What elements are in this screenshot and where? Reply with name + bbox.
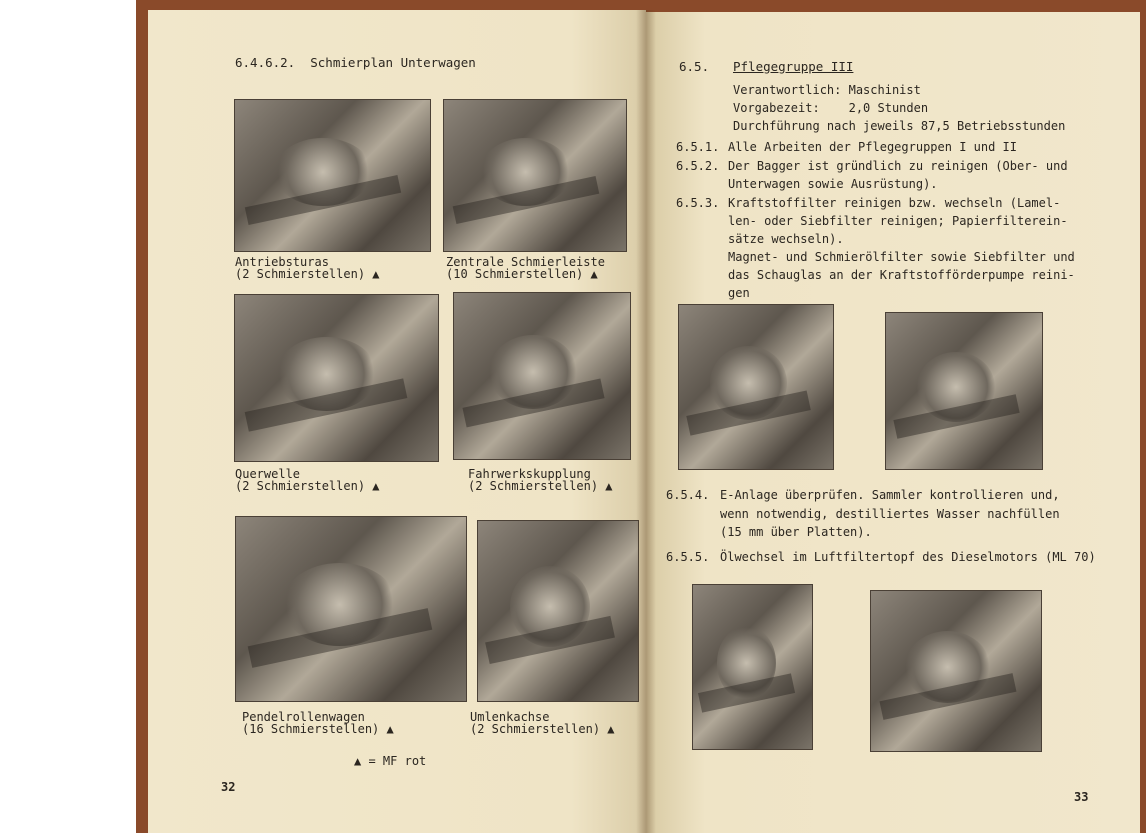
item-text: E-Anlage überprüfen. Sammler kontrollieren und, <box>720 488 1060 502</box>
photo-luftfilter-2 <box>870 590 1042 752</box>
triangle-icon: ▲ <box>354 754 362 768</box>
section-title: Pflegegruppe III <box>733 59 854 74</box>
caption-3-detail: (2 Schmierstellen) ▲ <box>235 479 380 493</box>
item-text: das Schauglas an der Kraftstofförderpumpe reini- <box>728 268 1075 282</box>
caption-5-title: Pendelrollenwagen <box>242 710 365 724</box>
photo-querwelle <box>234 294 439 462</box>
item-text: Unterwagen sowie Ausrüstung). <box>728 177 938 191</box>
triangle-icon: ▲ <box>386 722 394 736</box>
item-text: Magnet- und Schmierölfilter sowie Siebfilter und <box>728 250 1075 264</box>
photo-kraftstoffilter-2 <box>885 312 1043 470</box>
caption-1-detail: (2 Schmierstellen) ▲ <box>235 267 380 281</box>
photo-fahrwerkskupplung <box>453 292 631 460</box>
time-line: Vorgabezeit: 2,0 Stunden <box>733 101 929 115</box>
caption-3-title: Querwelle <box>235 467 301 481</box>
photo-zentrale-schmierleiste <box>443 99 627 252</box>
caption-4-detail: (2 Schmierstellen) ▲ <box>468 479 613 493</box>
legend: ▲ = MF rot <box>354 754 427 768</box>
left-page <box>148 10 646 833</box>
triangle-icon: ▲ <box>605 479 613 493</box>
page-heading: 6.4.6.2. Schmierplan Unterwagen <box>235 55 476 70</box>
item-text: sätze wechseln). <box>728 232 844 246</box>
caption-2-detail: (10 Schmierstellen) ▲ <box>446 267 598 281</box>
photo-pendelrollenwagen <box>235 516 467 702</box>
caption-6-title: Umlenkachse <box>470 710 550 724</box>
book-gutter <box>636 10 656 833</box>
caption-4-title: Fahrwerkskupplung <box>468 467 591 481</box>
caption-1-title: Antriebsturas <box>235 255 329 269</box>
item-text: Alle Arbeiten der Pflegegruppen I und II <box>728 140 1017 154</box>
item-text: wenn notwendig, destilliertes Wasser nachfüllen <box>720 507 1060 521</box>
item-text: gen <box>728 286 750 300</box>
triangle-icon: ▲ <box>372 267 380 281</box>
item-text: Der Bagger ist gründlich zu reinigen (Ober- und <box>728 159 1068 173</box>
item-text: (15 mm über Platten). <box>720 525 872 539</box>
item-number: 6.5.5. <box>666 550 710 564</box>
item-text: Kraftstoffilter reinigen bzw. wechseln (Lamel- <box>728 196 1061 210</box>
item-number: 6.5.3. <box>676 196 720 210</box>
page-number-left: 32 <box>221 780 236 794</box>
right-page <box>646 12 1140 833</box>
item-number: 6.5.2. <box>676 159 720 173</box>
triangle-icon: ▲ <box>372 479 380 493</box>
interval-line: Durchführung nach jeweils 87,5 Betriebsstunden <box>733 119 1066 133</box>
section-number: 6.5. <box>679 59 710 74</box>
item-text: len- oder Siebfilter reinigen; Papierfilterein- <box>728 214 1068 228</box>
responsible-line: Verantwortlich: Maschinist <box>733 83 921 97</box>
photo-kraftstoffilter-1 <box>678 304 834 470</box>
item-text: Ölwechsel im Luftfiltertopf des Dieselmotors (ML 70) <box>720 550 1096 564</box>
item-number: 6.5.1. <box>676 140 720 154</box>
caption-6-detail: (2 Schmierstellen) ▲ <box>470 722 615 736</box>
photo-umlenkachse <box>477 520 639 702</box>
triangle-icon: ▲ <box>607 722 615 736</box>
page-number-right: 33 <box>1074 790 1089 804</box>
item-number: 6.5.4. <box>666 488 710 502</box>
photo-luftfilter-1 <box>692 584 813 750</box>
caption-2-title: Zentrale Schmierleiste <box>446 255 605 269</box>
triangle-icon: ▲ <box>590 267 598 281</box>
caption-5-detail: (16 Schmierstellen) ▲ <box>242 722 394 736</box>
photo-antriebsturas <box>234 99 431 252</box>
